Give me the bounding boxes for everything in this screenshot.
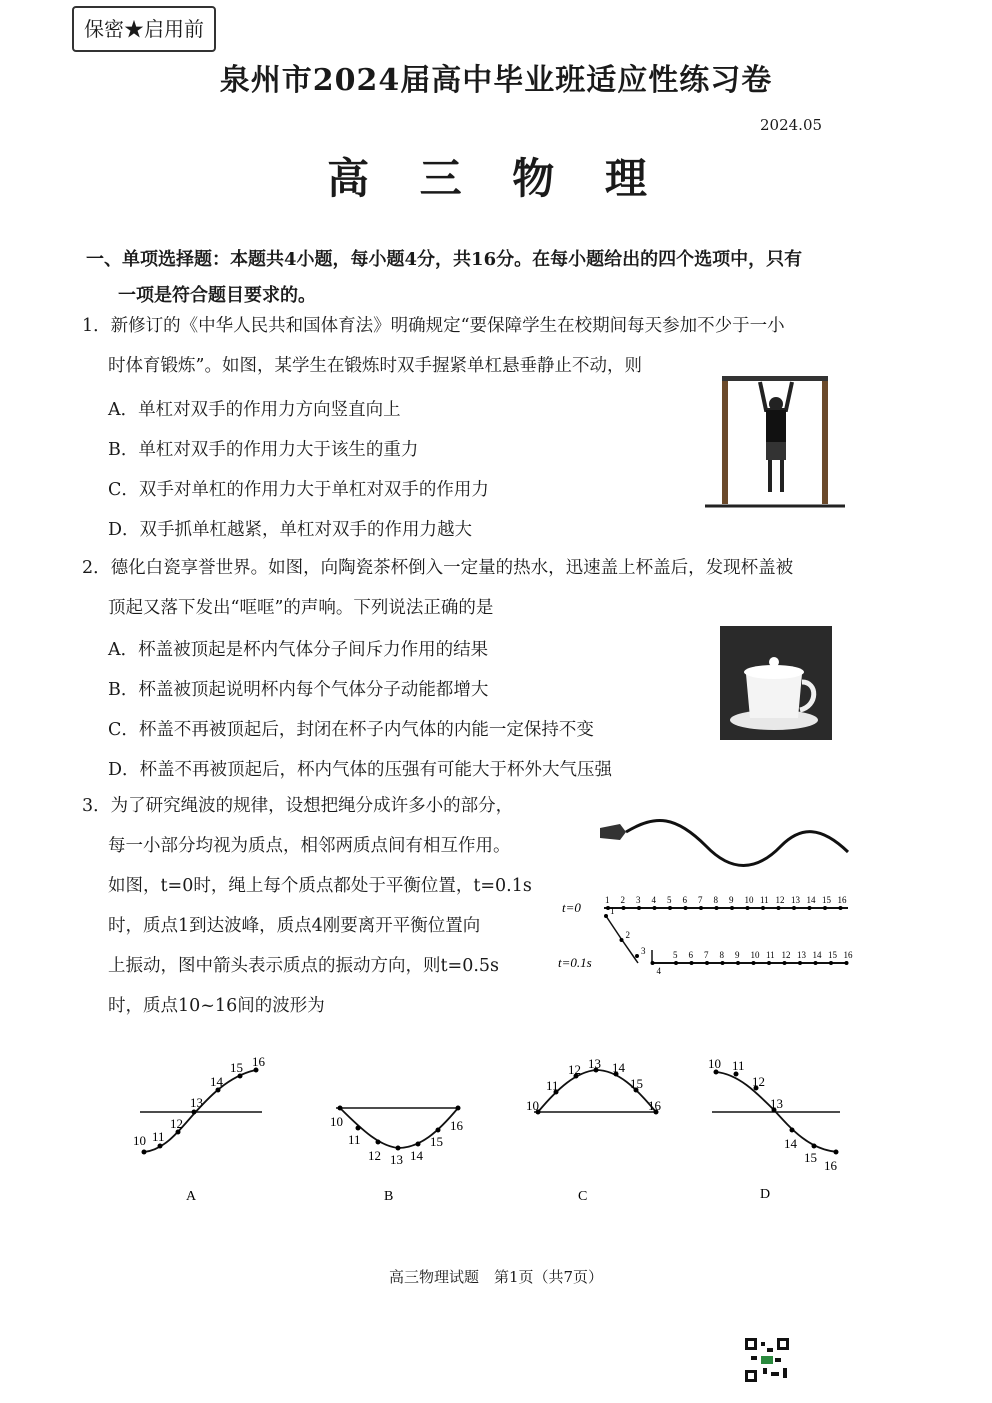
particle-label: 4	[651, 895, 656, 905]
particle-label: 8	[719, 950, 724, 960]
subject-heading: 高 三 物 理	[327, 154, 665, 203]
confidential-stamp: 保密★启用前	[72, 6, 216, 52]
choice-d	[708, 1056, 840, 1202]
svg-text:14: 14	[784, 1136, 797, 1151]
particle-dot	[808, 906, 812, 910]
particle-dot	[705, 961, 709, 965]
particle-label: 1	[605, 895, 610, 905]
particle-dot	[845, 961, 849, 965]
particle-label: 2	[620, 895, 625, 905]
q2-option-c: C．杯盖不再被顶起后，封闭在杯子内气体的内能一定保持不变	[108, 720, 594, 740]
particle-dot	[668, 906, 672, 910]
particle-dot	[814, 961, 818, 965]
section-heading-line2: 一项是符合题目要求的。	[118, 285, 316, 306]
q2-stem-line1: 2．德化白瓷享誉世界。如图，向陶瓷茶杯倒入一定量的热水，迅速盖上杯盖后，发现杯盖被	[82, 558, 794, 578]
q3-line1: 3．为了研究绳波的规律，设想把绳分成许多小的部分，	[82, 796, 514, 816]
particle-label: 15	[822, 895, 831, 905]
q1-stem-line2: 时体育锻炼”。如图，某学生在锻炼时双手握紧单杠悬垂静止不动，则	[108, 356, 642, 376]
page-footer: 高三物理试题 第1页（共7页）	[388, 1268, 604, 1286]
svg-text:16: 16	[648, 1098, 661, 1113]
svg-text:14: 14	[410, 1148, 423, 1163]
particle-label: 6	[688, 950, 693, 960]
t01-label: t=0.1s	[558, 955, 592, 970]
svg-text:13: 13	[588, 1056, 601, 1071]
q3-line4: 时，质点1到达波峰，质点4刚要离开平衡位置向	[108, 916, 481, 936]
particle-dot	[637, 906, 641, 910]
svg-text:14: 14	[210, 1074, 223, 1089]
q3-line2: 每一小部分均视为质点，相邻两质点间有相互作用。	[108, 836, 511, 856]
q1-stem-line1: 1．新修订的《中华人民共和国体育法》明确规定“要保障学生在校期间每天参加不少于一小	[82, 316, 785, 336]
particle-dot	[674, 961, 678, 965]
choice-c-label: C	[578, 1189, 588, 1204]
pullup-figure	[700, 370, 850, 510]
svg-text:12: 12	[170, 1116, 183, 1131]
particle-label: 2	[625, 930, 630, 940]
svg-text:12: 12	[368, 1148, 381, 1163]
choice-b	[330, 1106, 464, 1205]
q3-line3: 如图，t=0时，绳上每个质点都处于平衡位置，t=0.1s	[108, 876, 532, 896]
choice-a-label: A	[186, 1189, 197, 1204]
particle-label: 7	[698, 895, 703, 905]
q2-option-d: D．杯盖不再被顶起后，杯内气体的压强有可能大于杯外大气压强	[108, 760, 613, 780]
q2-option-a: A．杯盖被顶起是杯内气体分子间斥力作用的结果	[108, 640, 489, 660]
exam-title: 泉州市2024届高中毕业班适应性练习卷	[219, 63, 773, 98]
particle-dot	[823, 906, 827, 910]
particle-dot	[792, 906, 796, 910]
particle-label: 1	[610, 906, 615, 916]
particle-dot	[604, 914, 608, 918]
particle-label: 12	[775, 895, 785, 905]
q1-option-d: D．双手抓单杠越紧，单杠对双手的作用力越大	[108, 520, 473, 540]
svg-text:16: 16	[450, 1118, 463, 1133]
particle-label: 16	[843, 950, 853, 960]
q2-stem-line2: 顶起又落下发出“哐哐”的声响。下列说法正确的是	[108, 598, 494, 618]
particle-label: 6	[682, 895, 687, 905]
particle-label: 3	[636, 895, 641, 905]
particle-diagram	[556, 888, 856, 980]
particle-label: 5	[673, 950, 678, 960]
svg-text:10: 10	[133, 1133, 146, 1148]
particle-label: 10	[744, 895, 754, 905]
particle-dot	[761, 906, 765, 910]
q1-option-b: B．单杠对双手的作用力大于该生的重力	[108, 440, 419, 460]
particle-dot	[829, 961, 833, 965]
particle-dot	[620, 938, 624, 942]
particle-dot	[622, 906, 626, 910]
particle-dot	[767, 961, 771, 965]
particle-label: 15	[828, 950, 837, 960]
particle-dot	[715, 906, 719, 910]
particle-label: 10	[750, 950, 760, 960]
svg-text:11: 11	[348, 1132, 361, 1147]
q2-option-b: B．杯盖被顶起说明杯内每个气体分子动能都增大	[108, 680, 489, 700]
svg-text:14: 14	[612, 1060, 625, 1075]
particle-dot	[651, 961, 655, 965]
svg-text:15: 15	[804, 1150, 817, 1165]
svg-text:13: 13	[390, 1152, 403, 1167]
svg-text:10: 10	[330, 1114, 343, 1129]
particle-dot	[721, 961, 725, 965]
particle-dot	[653, 906, 657, 910]
particle-dot	[783, 961, 787, 965]
teacup-photo	[720, 626, 832, 740]
particle-label: 16	[837, 895, 847, 905]
qr-code-icon	[745, 1338, 789, 1382]
particle-label: 8	[713, 895, 718, 905]
section-heading	[86, 242, 876, 314]
svg-text:10: 10	[708, 1056, 721, 1071]
particle-label: 9	[729, 895, 734, 905]
q1-option-a: A．单杠对双手的作用力方向竖直向上	[108, 400, 401, 420]
svg-text:10: 10	[526, 1098, 539, 1113]
particle-dot	[690, 961, 694, 965]
choice-b-label: B	[384, 1189, 394, 1204]
section-heading-line1: 一、单项选择题：本题共4小题，每小题4分，共16分。在每小题给出的四个选项中，只有	[86, 249, 803, 270]
svg-text:12: 12	[752, 1074, 765, 1089]
particle-label: 4	[656, 966, 661, 976]
particle-dot	[798, 961, 802, 965]
svg-text:15: 15	[430, 1134, 443, 1149]
svg-text:15: 15	[230, 1060, 243, 1075]
particle-label: 5	[667, 895, 672, 905]
q3-line6: 时，质点10~16间的波形为	[108, 996, 325, 1016]
particle-label: 7	[704, 950, 709, 960]
svg-text:12: 12	[568, 1062, 581, 1077]
choice-d-label: D	[760, 1187, 771, 1202]
svg-text:15: 15	[630, 1076, 643, 1091]
particle-dot	[736, 961, 740, 965]
particle-label: 13	[797, 950, 806, 960]
particle-label: 14	[812, 950, 822, 960]
particle-label: 14	[806, 895, 816, 905]
svg-text:11: 11	[152, 1129, 165, 1144]
choice-a	[133, 1054, 266, 1204]
particle-label: 9	[735, 950, 740, 960]
svg-text:13: 13	[190, 1095, 203, 1110]
particle-label: 3	[641, 946, 646, 956]
svg-text:13: 13	[770, 1096, 783, 1111]
choice-c	[526, 1056, 662, 1204]
waveform-choices	[128, 1052, 848, 1212]
q1-option-c: C．双手对单杠的作用力大于单杠对双手的作用力	[108, 480, 489, 500]
rope-wave-figure	[596, 818, 852, 878]
particle-dot	[635, 954, 639, 958]
svg-text:16: 16	[252, 1054, 265, 1069]
particle-dot	[730, 906, 734, 910]
exam-date: 2024.05	[760, 116, 823, 134]
particle-label: 11	[766, 950, 775, 960]
particle-dot	[752, 961, 756, 965]
svg-text:11: 11	[732, 1058, 745, 1073]
t0-label: t=0	[562, 900, 581, 915]
hand-icon	[600, 824, 626, 840]
particle-dot	[777, 906, 781, 910]
particle-dot	[684, 906, 688, 910]
particle-label: 12	[781, 950, 791, 960]
particle-dot	[839, 906, 843, 910]
svg-text:16: 16	[824, 1158, 837, 1173]
q3-line5: 上振动，图中箭头表示质点的振动方向，则t=0.5s	[108, 956, 500, 976]
particle-dot	[699, 906, 703, 910]
svg-text:11: 11	[546, 1078, 559, 1093]
particle-label: 13	[791, 895, 800, 905]
particle-label: 11	[760, 895, 769, 905]
particle-dot	[746, 906, 750, 910]
